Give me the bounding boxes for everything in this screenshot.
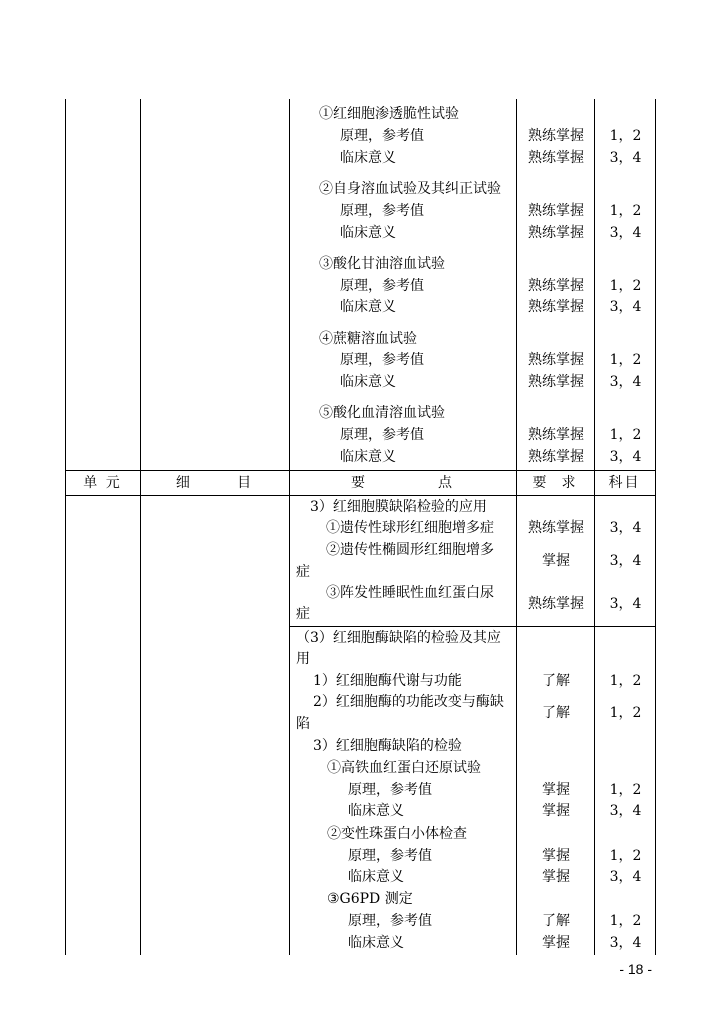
item-subject: 1，2 bbox=[609, 782, 642, 798]
item-requirement: 熟练掌握 bbox=[528, 427, 584, 443]
item-requirement: 熟练掌握 bbox=[528, 203, 584, 219]
item-requirement: 掌握 bbox=[542, 848, 570, 864]
header-requirement: 要 求 bbox=[532, 475, 578, 491]
section-title: 3）红细胞膜缺陷检验的应用 bbox=[310, 499, 487, 515]
item-requirement: 熟练掌握 bbox=[528, 225, 584, 241]
item-text: 临床意义 bbox=[348, 803, 404, 819]
item-text: 原理，参考值 bbox=[340, 203, 424, 219]
item-subject: 3，4 bbox=[609, 935, 642, 951]
test-title: ④蔗糖溶血试验 bbox=[319, 331, 417, 347]
item-text: 临床意义 bbox=[348, 869, 404, 885]
item-requirement: 了解 bbox=[542, 673, 570, 689]
header-row-bottom-line bbox=[65, 495, 656, 496]
item-text: 临床意义 bbox=[340, 299, 396, 315]
item-text-continued: 陷 bbox=[296, 716, 310, 732]
header-unit: 单 元 bbox=[83, 475, 122, 491]
item-text: ③阵发性睡眠性血红蛋白尿 bbox=[326, 585, 494, 601]
item-text: 原理，参考值 bbox=[348, 782, 432, 798]
item-text: 1）红细胞酶代谢与功能 bbox=[313, 673, 462, 689]
item-requirement: 掌握 bbox=[542, 869, 570, 885]
item-text: 原理，参考值 bbox=[348, 848, 432, 864]
item-text: 原理，参考值 bbox=[340, 278, 424, 294]
item-subject: 3，4 bbox=[609, 869, 642, 885]
item-subject: 3，4 bbox=[609, 520, 642, 536]
item-subject: 1，2 bbox=[609, 278, 642, 294]
item-subject: 1，2 bbox=[609, 128, 642, 144]
column-divider-unit bbox=[140, 99, 141, 955]
item-requirement: 掌握 bbox=[542, 935, 570, 951]
test-title: ②变性珠蛋白小体检查 bbox=[327, 826, 467, 842]
header-subject: 科目 bbox=[608, 475, 641, 491]
section-divider-line bbox=[289, 626, 656, 627]
item-text: 临床意义 bbox=[348, 935, 404, 951]
item-subject: 3，4 bbox=[609, 449, 642, 465]
item-text: ①遗传性球形红细胞增多症 bbox=[326, 520, 494, 536]
item-text: 原理，参考值 bbox=[340, 427, 424, 443]
item-text: 临床意义 bbox=[340, 449, 396, 465]
table-border-right bbox=[655, 99, 656, 955]
table-border-left bbox=[65, 99, 66, 955]
test-title: ②自身溶血试验及其纠正试验 bbox=[319, 181, 501, 197]
item-text: 2）红细胞酶的功能改变与酶缺 bbox=[313, 694, 504, 710]
item-subject: 1，2 bbox=[609, 352, 642, 368]
item-requirement: 熟练掌握 bbox=[528, 352, 584, 368]
item-subject: 1，2 bbox=[609, 848, 642, 864]
item-requirement: 熟练掌握 bbox=[528, 150, 584, 166]
section-title-continued: 用 bbox=[296, 651, 310, 667]
item-requirement: 掌握 bbox=[542, 782, 570, 798]
item-subject: 1，2 bbox=[609, 913, 642, 929]
item-subject: 1，2 bbox=[609, 203, 642, 219]
item-requirement: 熟练掌握 bbox=[528, 449, 584, 465]
item-requirement: 熟练掌握 bbox=[528, 278, 584, 294]
test-title: ⑤酸化血清溶血试验 bbox=[319, 405, 445, 421]
column-divider-detail bbox=[289, 99, 290, 955]
item-text: 原理，参考值 bbox=[348, 913, 432, 929]
page-number: - 18 - bbox=[619, 961, 652, 977]
item-subject: 3，4 bbox=[609, 225, 642, 241]
item-requirement: 熟练掌握 bbox=[528, 128, 584, 144]
item-requirement: 熟练掌握 bbox=[528, 374, 584, 390]
item-requirement: 了解 bbox=[542, 913, 570, 929]
test-title: ①红细胞渗透脆性试验 bbox=[319, 106, 459, 122]
item-text-continued: 症 bbox=[296, 606, 310, 622]
item-requirement: 掌握 bbox=[542, 803, 570, 819]
header-row-top-line bbox=[65, 470, 656, 471]
item-text: 临床意义 bbox=[340, 150, 396, 166]
item-subject: 3，4 bbox=[609, 299, 642, 315]
test-title: ③酸化甘油溶血试验 bbox=[319, 256, 445, 272]
item-subject: 3，4 bbox=[609, 803, 642, 819]
item-text-continued: 症 bbox=[296, 564, 310, 580]
item-subject: 3，4 bbox=[609, 553, 642, 569]
item-subject: 1，2 bbox=[609, 705, 642, 721]
section-title: （3）红细胞酶缺陷的检验及其应 bbox=[296, 630, 501, 646]
item-subject: 1，2 bbox=[609, 427, 642, 443]
item-requirement: 掌握 bbox=[542, 553, 570, 569]
header-points: 要 点 bbox=[351, 475, 454, 491]
item-subject: 1，2 bbox=[609, 673, 642, 689]
header-detail: 细 目 bbox=[175, 475, 254, 491]
test-title: ①高铁血红蛋白还原试验 bbox=[327, 760, 481, 776]
item-text: 原理，参考值 bbox=[340, 352, 424, 368]
item-subject: 3，4 bbox=[609, 596, 642, 612]
item-requirement: 熟练掌握 bbox=[528, 299, 584, 315]
item-text: 3）红细胞酶缺陷的检验 bbox=[313, 738, 462, 754]
item-requirement: 熟练掌握 bbox=[528, 520, 584, 536]
item-subject: 3，4 bbox=[609, 150, 642, 166]
item-text: 临床意义 bbox=[340, 374, 396, 390]
item-text: 原理，参考值 bbox=[340, 128, 424, 144]
item-requirement: 熟练掌握 bbox=[528, 596, 584, 612]
item-requirement: 了解 bbox=[542, 705, 570, 721]
test-title: ③G6PD 测定 bbox=[327, 891, 413, 907]
item-subject: 3，4 bbox=[609, 374, 642, 390]
item-text: ②遗传性椭圆形红细胞增多 bbox=[326, 542, 494, 558]
item-text: 临床意义 bbox=[340, 225, 396, 241]
